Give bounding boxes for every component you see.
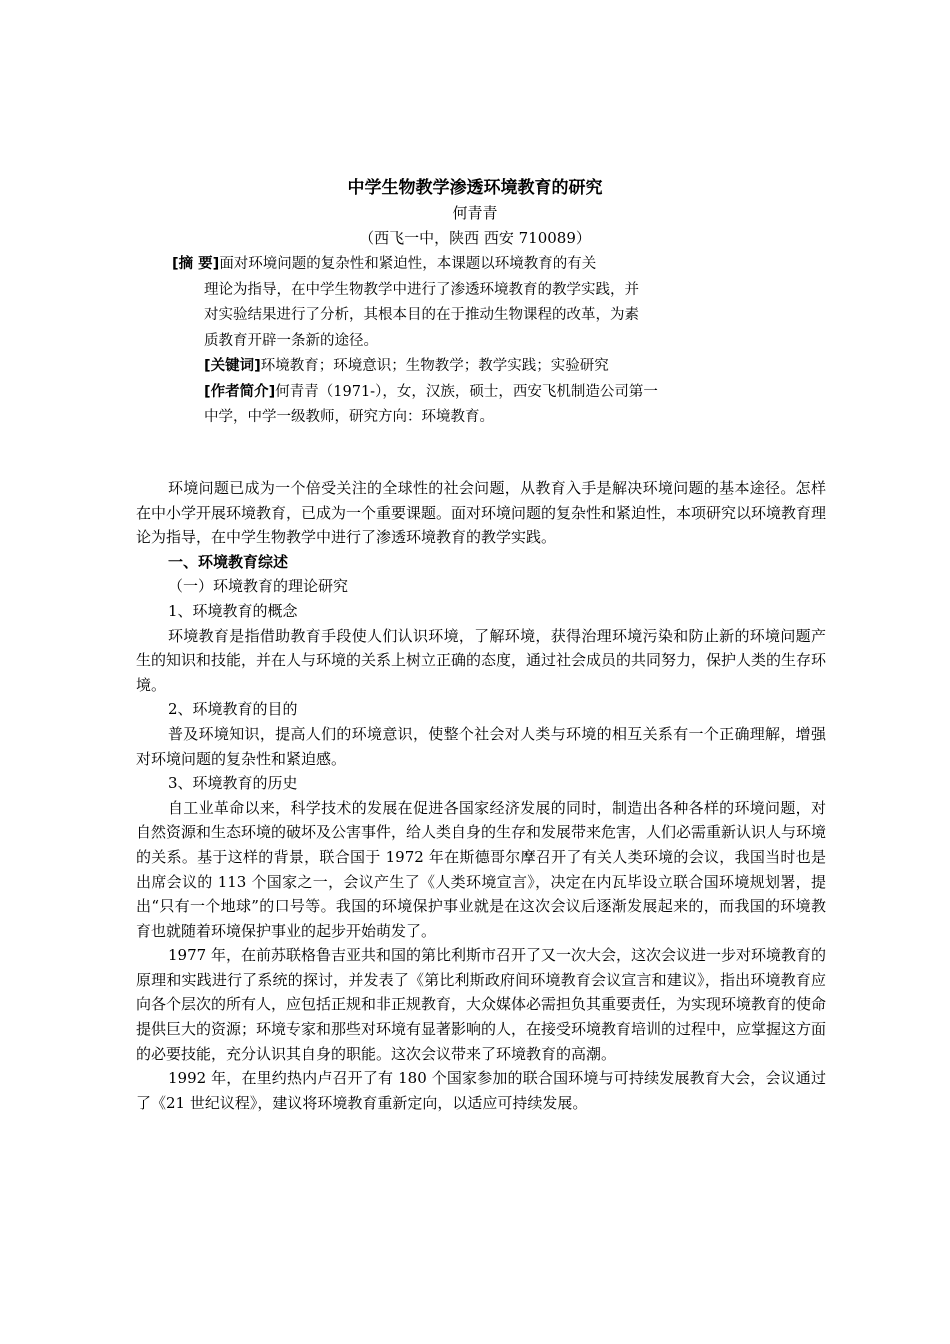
item-heading-history: 3、环境教育的历史 <box>168 774 298 793</box>
section-heading: 一、环境教育综述 <box>168 552 289 571</box>
subsection-heading: （一）环境教育的理论研究 <box>168 577 349 596</box>
abstract-line-2: 理论为指导，在中学生物教学中进行了渗透环境教育的教学实践，并 <box>204 281 639 298</box>
purpose-paragraph: 普及环境知识，提高人们的环境意识，使整个社会对人类与环境的相互关系有一个正确理解，增强对环境问题的复杂性和紧迫感。 <box>136 724 826 768</box>
abstract-block <box>172 252 732 431</box>
concept-paragraph: 环境教育是指借助教育手段使人们认识环境，了解环境，获得治理环境污染和防止新的环境问题产生的知识和技能，并在人与环境的关系上树立正确的态度，通过社会成员的共同努力，保护人类的生存环境。 <box>136 626 827 694</box>
author-affiliation: （西飞一中，陕西 西安 710089） <box>359 229 591 247</box>
keywords-label: [关键词] <box>204 358 261 374</box>
abstract-line-3: 对实验结果进行了分析，其根本目的在于推动生物课程的改革，为素 <box>204 307 639 323</box>
history-paragraph-1: 自工业革命以来，科学技术的发展在促进各国家经济发展的同时，制造出各种各样的环境问题，对自然资源和生态环境的破坏及公害事件，给人类自身的生存和发展带来危害，人们必需重新认识人与环境的关系。基于这样的背景，联合国于 1972 年在斯德哥尔摩召开了有关人类环境的会议，我国当时也是出席会议的 113 个国家之一，会议产生了《人类环境宣言》，决定在内瓦毕设立联合国环境规划署，提出“只有一个地球”的口号等。我国的环境保护事业就是在这次会议后逐渐发展起来的，而我国的环境教育也就随着环境保护事业的起步开始萌发了。 <box>136 798 827 940</box>
item-heading-purpose: 2、环境教育的目的 <box>168 700 298 719</box>
author-bio-line-1 <box>172 380 732 406</box>
abstract-line-1 <box>172 252 732 278</box>
keywords-line <box>172 354 732 380</box>
intro-paragraph: 环境问题已成为一个倍受关注的全球性的社会问题，从教育入手是解决环境问题的基本途径。怎样在中小学开展环境教育，已成为一个重要课题。面对环境问题的复杂性和紧迫性，本项研究以环境教育理论为指导，在中学生物教学中进行了渗透环境教育的教学实践。 <box>136 479 827 547</box>
body-text <box>136 476 826 1115</box>
abstract-label: [摘 要] <box>172 256 220 272</box>
history-paragraph-3: 1992 年，在里约热内卢召开了有 180 个国家参加的联合国环境与可持续发展教育大会，会议通过了《21 世纪议程》，建议将环境教育重新定向，以适应可持续发展。 <box>136 1069 826 1112</box>
item-heading-concept: 1、环境教育的概念 <box>168 601 298 620</box>
paper-title: 中学生物教学渗透环境教育的研究 <box>347 178 603 198</box>
author-bio-text: 何青青（1971-），女，汉族，硕士，西安飞机制造公司第一 <box>275 383 658 400</box>
keywords-text: 环境教育；环境意识；生物教学；教学实践；实验研究 <box>260 358 609 374</box>
author-bio-line-2: 中学，中学一级教师，研究方向：环境教育。 <box>204 409 494 425</box>
abstract-text: 面对环境问题的复杂性和紧迫性，本课题以环境教育的有关 <box>219 256 597 272</box>
author-bio-label: [作者简介] <box>204 383 276 400</box>
author-name: 何青青 <box>452 204 498 222</box>
abstract-line-4: 质教育开辟一条新的途径。 <box>204 332 378 349</box>
history-paragraph-2: 1977 年，在前苏联格鲁吉亚共和国的第比利斯市召开了又一次大会，这次会议进一步对环境教育的原理和实践进行了系统的探讨，并发表了《第比利斯政府间环境教育会议宣言和建议》，指出环境教育应向各个层次的所有人，应包括正规和非正规教育，大众媒体必需担负其重要责任，为实现环境教育的使命提供巨大的资源；环境专家和那些对环境有显著影响的人，在接受环境教育培训的过程中，应掌握这方面的必要技能，充分认识其自身的职能。这次会议带来了环境教育的高潮。 <box>136 946 827 1063</box>
